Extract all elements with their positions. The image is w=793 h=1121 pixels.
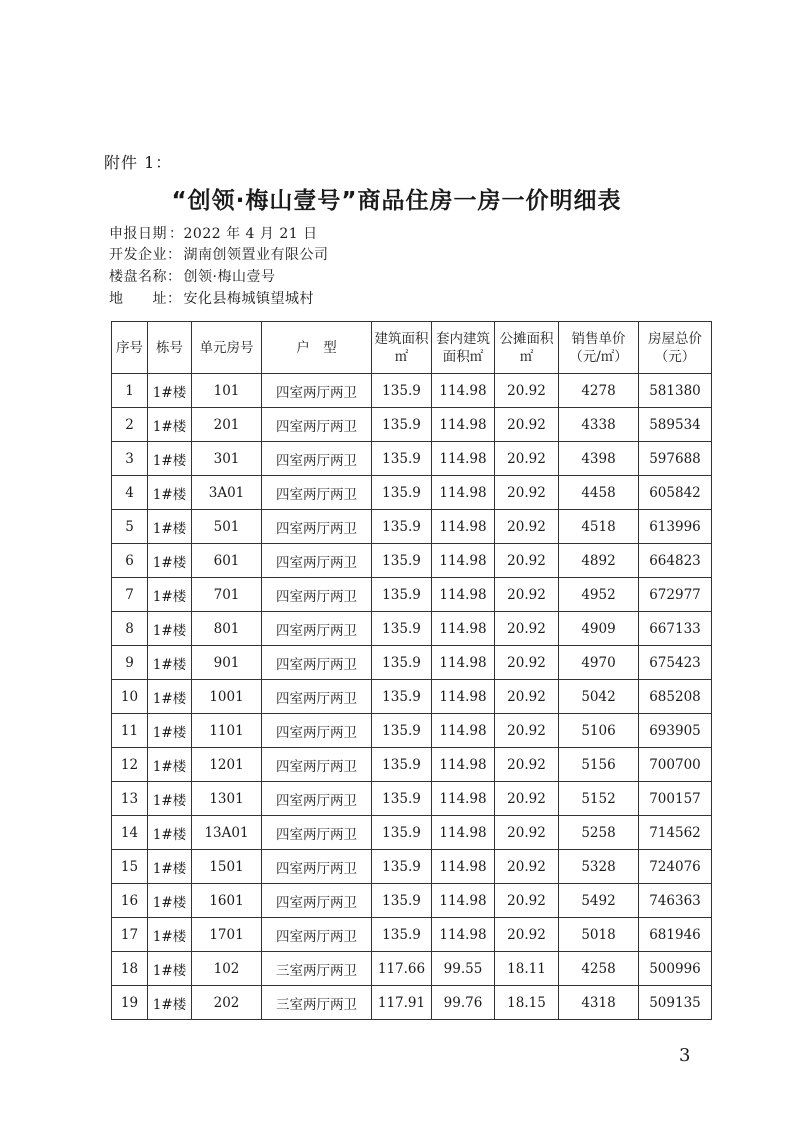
cell-building: 1#楼 — [148, 748, 192, 782]
cell-inner-area: 114.98 — [432, 680, 495, 714]
cell-unit: 202 — [192, 986, 262, 1020]
cell-layout: 四室两厅两卫 — [262, 680, 372, 714]
cell-inner-area: 114.98 — [432, 816, 495, 850]
cell-unit: 201 — [192, 408, 262, 442]
cell-inner-area: 114.98 — [432, 544, 495, 578]
table-row — [112, 748, 712, 782]
cell-shared-area: 20.92 — [495, 646, 559, 680]
header-shared-area: 公摊面积㎡ — [495, 322, 559, 374]
report-date-value: ：2022 年 4 月 21 日 — [169, 226, 318, 242]
header-unit: 单元房号 — [192, 322, 262, 374]
cell-seq: 11 — [112, 714, 148, 748]
cell-seq: 7 — [112, 578, 148, 612]
header-layout: 户 型 — [262, 322, 372, 374]
table-row — [112, 918, 712, 952]
cell-total-price: 693905 — [639, 714, 712, 748]
cell-inner-area: 114.98 — [432, 510, 495, 544]
cell-unit: 301 — [192, 442, 262, 476]
table-row — [112, 986, 712, 1020]
cell-total-price: 613996 — [639, 510, 712, 544]
cell-building-area: 135.9 — [372, 442, 432, 476]
cell-unit-price: 4338 — [559, 408, 639, 442]
cell-building: 1#楼 — [148, 476, 192, 510]
cell-unit: 1701 — [192, 918, 262, 952]
cell-total-price: 667133 — [639, 612, 712, 646]
table-row — [112, 544, 712, 578]
cell-unit: 1001 — [192, 680, 262, 714]
cell-layout: 四室两厅两卫 — [262, 578, 372, 612]
cell-shared-area: 20.92 — [495, 374, 559, 408]
header-unit-price: 销售单价（元/㎡） — [559, 322, 639, 374]
cell-building-area: 135.9 — [372, 612, 432, 646]
cell-unit: 801 — [192, 612, 262, 646]
cell-unit-price: 5152 — [559, 782, 639, 816]
table-row — [112, 714, 712, 748]
cell-total-price: 500996 — [639, 952, 712, 986]
cell-unit: 701 — [192, 578, 262, 612]
cell-unit-price: 5106 — [559, 714, 639, 748]
cell-seq: 9 — [112, 646, 148, 680]
cell-shared-area: 20.92 — [495, 510, 559, 544]
table-row — [112, 952, 712, 986]
cell-inner-area: 114.98 — [432, 408, 495, 442]
cell-layout: 三室两厅两卫 — [262, 986, 372, 1020]
cell-unit-price: 4952 — [559, 578, 639, 612]
cell-unit-price: 4970 — [559, 646, 639, 680]
cell-seq: 19 — [112, 986, 148, 1020]
table-row — [112, 476, 712, 510]
cell-layout: 四室两厅两卫 — [262, 612, 372, 646]
cell-shared-area: 20.92 — [495, 850, 559, 884]
developer-label: 开发企业： — [109, 247, 182, 263]
header-seq: 序号 — [112, 322, 148, 374]
cell-inner-area: 114.98 — [432, 476, 495, 510]
cell-total-price: 724076 — [639, 850, 712, 884]
cell-building: 1#楼 — [148, 884, 192, 918]
header-building: 栋号 — [148, 322, 192, 374]
cell-layout: 四室两厅两卫 — [262, 646, 372, 680]
cell-seq: 8 — [112, 612, 148, 646]
cell-building: 1#楼 — [148, 510, 192, 544]
annex-label: 附件 1： — [104, 153, 173, 172]
cell-total-price: 589534 — [639, 408, 712, 442]
cell-seq: 13 — [112, 782, 148, 816]
cell-unit-price: 5258 — [559, 816, 639, 850]
table-row — [112, 510, 712, 544]
cell-inner-area: 114.98 — [432, 918, 495, 952]
project-line — [109, 266, 275, 286]
cell-building-area: 135.9 — [372, 816, 432, 850]
table-row — [112, 680, 712, 714]
cell-inner-area: 99.55 — [432, 952, 495, 986]
cell-seq: 5 — [112, 510, 148, 544]
project-label: 楼盘名称： — [109, 269, 182, 285]
developer-value: 湖南创领置业有限公司 — [183, 247, 329, 263]
cell-building-area: 135.9 — [372, 748, 432, 782]
cell-total-price: 509135 — [639, 986, 712, 1020]
cell-seq: 1 — [112, 374, 148, 408]
cell-total-price: 605842 — [639, 476, 712, 510]
cell-layout: 四室两厅两卫 — [262, 442, 372, 476]
cell-unit: 1301 — [192, 782, 262, 816]
cell-shared-area: 20.92 — [495, 918, 559, 952]
cell-unit: 1101 — [192, 714, 262, 748]
cell-building: 1#楼 — [148, 986, 192, 1020]
cell-inner-area: 114.98 — [432, 442, 495, 476]
table-row — [112, 646, 712, 680]
cell-unit-price: 5328 — [559, 850, 639, 884]
cell-layout: 四室两厅两卫 — [262, 782, 372, 816]
cell-total-price: 700700 — [639, 748, 712, 782]
cell-shared-area: 20.92 — [495, 680, 559, 714]
cell-total-price: 672977 — [639, 578, 712, 612]
cell-building: 1#楼 — [148, 442, 192, 476]
cell-building-area: 117.91 — [372, 986, 432, 1020]
cell-layout: 四室两厅两卫 — [262, 408, 372, 442]
table-row — [112, 782, 712, 816]
cell-seq: 14 — [112, 816, 148, 850]
table-row — [112, 374, 712, 408]
cell-total-price: 685208 — [639, 680, 712, 714]
cell-seq: 6 — [112, 544, 148, 578]
cell-inner-area: 114.98 — [432, 612, 495, 646]
cell-unit: 1601 — [192, 884, 262, 918]
price-table — [111, 321, 712, 1020]
cell-building: 1#楼 — [148, 646, 192, 680]
cell-building-area: 135.9 — [372, 850, 432, 884]
cell-inner-area: 114.98 — [432, 782, 495, 816]
cell-building: 1#楼 — [148, 816, 192, 850]
cell-layout: 三室两厅两卫 — [262, 952, 372, 986]
cell-unit: 1501 — [192, 850, 262, 884]
cell-seq: 4 — [112, 476, 148, 510]
cell-layout: 四室两厅两卫 — [262, 510, 372, 544]
table-row — [112, 884, 712, 918]
cell-seq: 18 — [112, 952, 148, 986]
cell-unit: 102 — [192, 952, 262, 986]
cell-building: 1#楼 — [148, 544, 192, 578]
cell-building-area: 135.9 — [372, 408, 432, 442]
cell-layout: 四室两厅两卫 — [262, 918, 372, 952]
cell-seq: 12 — [112, 748, 148, 782]
cell-total-price: 681946 — [639, 918, 712, 952]
cell-unit-price: 5018 — [559, 918, 639, 952]
cell-seq: 17 — [112, 918, 148, 952]
cell-inner-area: 114.98 — [432, 578, 495, 612]
cell-unit-price: 4909 — [559, 612, 639, 646]
cell-building-area: 135.9 — [372, 714, 432, 748]
cell-unit-price: 4518 — [559, 510, 639, 544]
table-row — [112, 816, 712, 850]
cell-building: 1#楼 — [148, 680, 192, 714]
cell-building: 1#楼 — [148, 850, 192, 884]
cell-unit: 601 — [192, 544, 262, 578]
cell-seq: 3 — [112, 442, 148, 476]
cell-total-price: 700157 — [639, 782, 712, 816]
cell-layout: 四室两厅两卫 — [262, 748, 372, 782]
cell-layout: 四室两厅两卫 — [262, 544, 372, 578]
cell-unit-price: 4278 — [559, 374, 639, 408]
cell-layout: 四室两厅两卫 — [262, 850, 372, 884]
address-value: 安化县梅城镇望城村 — [183, 291, 314, 307]
cell-seq: 2 — [112, 408, 148, 442]
cell-layout: 四室两厅两卫 — [262, 714, 372, 748]
cell-layout: 四室两厅两卫 — [262, 816, 372, 850]
cell-total-price: 664823 — [639, 544, 712, 578]
cell-building: 1#楼 — [148, 714, 192, 748]
address-line — [109, 288, 314, 308]
header-inner-area: 套内建筑面积㎡ — [432, 322, 495, 374]
cell-shared-area: 20.92 — [495, 782, 559, 816]
header-building-area: 建筑面积㎡ — [372, 322, 432, 374]
cell-building-area: 135.9 — [372, 510, 432, 544]
cell-building-area: 135.9 — [372, 374, 432, 408]
cell-building-area: 135.9 — [372, 680, 432, 714]
cell-shared-area: 20.92 — [495, 408, 559, 442]
report-date-label: 申报日期 — [109, 226, 167, 242]
cell-building: 1#楼 — [148, 782, 192, 816]
table-row — [112, 850, 712, 884]
cell-unit-price: 5156 — [559, 748, 639, 782]
cell-building: 1#楼 — [148, 578, 192, 612]
cell-building-area: 135.9 — [372, 646, 432, 680]
cell-building-area: 135.9 — [372, 476, 432, 510]
cell-shared-area: 20.92 — [495, 884, 559, 918]
cell-unit: 901 — [192, 646, 262, 680]
cell-building: 1#楼 — [148, 952, 192, 986]
table-body — [112, 374, 712, 1020]
cell-shared-area: 20.92 — [495, 816, 559, 850]
cell-unit-price: 4458 — [559, 476, 639, 510]
cell-inner-area: 99.76 — [432, 986, 495, 1020]
cell-shared-area: 20.92 — [495, 578, 559, 612]
cell-total-price: 581380 — [639, 374, 712, 408]
cell-shared-area: 20.92 — [495, 442, 559, 476]
cell-building: 1#楼 — [148, 918, 192, 952]
cell-total-price: 746363 — [639, 884, 712, 918]
cell-building-area: 135.9 — [372, 782, 432, 816]
cell-seq: 10 — [112, 680, 148, 714]
address-label: 地 址： — [109, 291, 182, 307]
cell-unit: 1201 — [192, 748, 262, 782]
cell-building-area: 135.9 — [372, 918, 432, 952]
cell-layout: 四室两厅两卫 — [262, 374, 372, 408]
document-title: “创领·梅山壹号”商品住房一房一价明细表 — [171, 188, 622, 214]
cell-unit-price: 4318 — [559, 986, 639, 1020]
cell-seq: 15 — [112, 850, 148, 884]
cell-shared-area: 18.11 — [495, 952, 559, 986]
cell-shared-area: 20.92 — [495, 476, 559, 510]
cell-building-area: 135.9 — [372, 544, 432, 578]
cell-unit-price: 4398 — [559, 442, 639, 476]
cell-unit-price: 5492 — [559, 884, 639, 918]
cell-inner-area: 114.98 — [432, 884, 495, 918]
cell-unit: 13A01 — [192, 816, 262, 850]
cell-shared-area: 18.15 — [495, 986, 559, 1020]
cell-building-area: 135.9 — [372, 578, 432, 612]
cell-total-price: 597688 — [639, 442, 712, 476]
cell-unit: 501 — [192, 510, 262, 544]
cell-seq: 16 — [112, 884, 148, 918]
report-date-line — [109, 223, 318, 243]
cell-unit: 3A01 — [192, 476, 262, 510]
cell-building: 1#楼 — [148, 408, 192, 442]
cell-shared-area: 20.92 — [495, 612, 559, 646]
cell-total-price: 675423 — [639, 646, 712, 680]
cell-shared-area: 20.92 — [495, 544, 559, 578]
cell-unit: 101 — [192, 374, 262, 408]
project-value: 创领·梅山壹号 — [183, 269, 276, 285]
cell-inner-area: 114.98 — [432, 748, 495, 782]
cell-building: 1#楼 — [148, 612, 192, 646]
table-header-row — [112, 322, 712, 374]
table-row — [112, 578, 712, 612]
cell-unit-price: 4258 — [559, 952, 639, 986]
table-row — [112, 408, 712, 442]
cell-layout: 四室两厅两卫 — [262, 476, 372, 510]
cell-building-area: 135.9 — [372, 884, 432, 918]
cell-total-price: 714562 — [639, 816, 712, 850]
cell-inner-area: 114.98 — [432, 646, 495, 680]
cell-building-area: 117.66 — [372, 952, 432, 986]
cell-inner-area: 114.98 — [432, 714, 495, 748]
cell-building: 1#楼 — [148, 374, 192, 408]
table-row — [112, 442, 712, 476]
cell-layout: 四室两厅两卫 — [262, 884, 372, 918]
page-number: 3 — [679, 1045, 691, 1066]
cell-shared-area: 20.92 — [495, 748, 559, 782]
cell-inner-area: 114.98 — [432, 374, 495, 408]
table-row — [112, 612, 712, 646]
header-total-price: 房屋总价（元） — [639, 322, 712, 374]
cell-shared-area: 20.92 — [495, 714, 559, 748]
cell-unit-price: 5042 — [559, 680, 639, 714]
cell-unit-price: 4892 — [559, 544, 639, 578]
developer-line — [109, 244, 329, 264]
cell-inner-area: 114.98 — [432, 850, 495, 884]
